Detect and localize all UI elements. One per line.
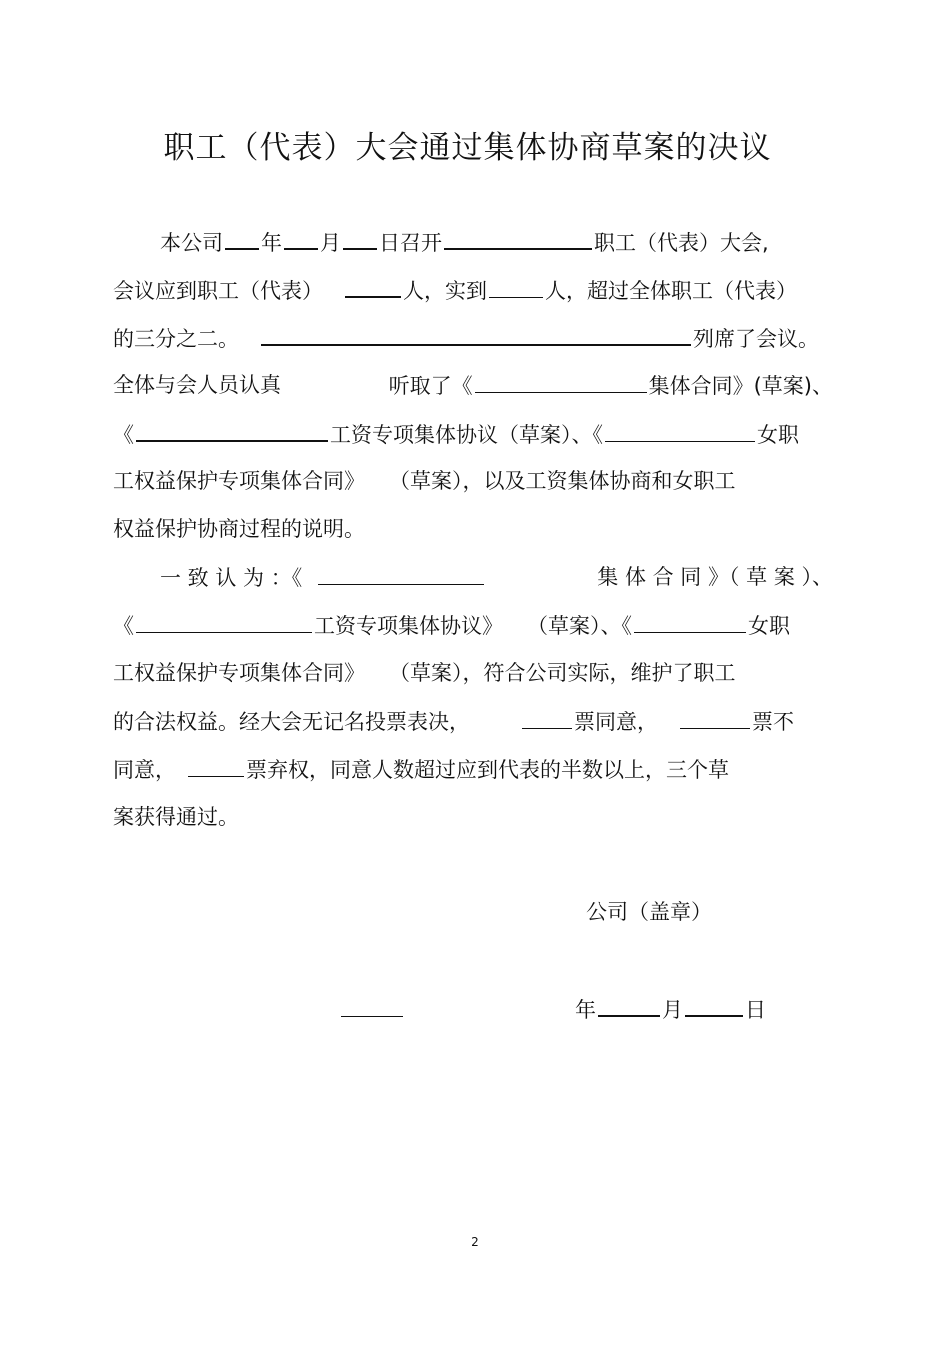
meeting-blank[interactable] <box>444 226 592 250</box>
text: 工资专项集体协议（草案）、《 <box>330 423 603 447</box>
document-title: 职工（代表）大会通过集体协商草案的决议 <box>163 130 772 166</box>
contract-name-blank-2[interactable] <box>318 562 484 585</box>
text: 人，超过全体职工（代表） <box>545 279 797 303</box>
female-contract-blank[interactable] <box>605 419 755 442</box>
text: 工权益保护专项集体合同》 <box>113 469 365 493</box>
attendees-blank[interactable] <box>261 322 691 346</box>
date-month-blank[interactable] <box>598 993 660 1017</box>
text: 本公司 <box>160 231 223 255</box>
text: 的合法权益。经大会无记名投票表决， <box>113 710 470 734</box>
text: 一 致 认 为 ：《 <box>160 566 303 590</box>
text: 《 <box>113 423 134 447</box>
p1-line-4 <box>113 370 833 400</box>
date-year-label: 年 <box>575 998 596 1022</box>
text: 票同意， <box>574 710 658 734</box>
actual-count-blank[interactable] <box>489 275 543 298</box>
text: 日召开 <box>379 231 442 255</box>
votes-disagree-blank[interactable] <box>680 706 750 729</box>
expected-count-blank[interactable] <box>345 274 401 298</box>
wage-agreement-blank[interactable] <box>136 418 328 442</box>
p1-line-7: 权益保护协商过程的说明。 <box>113 517 365 541</box>
month-blank[interactable] <box>284 226 318 250</box>
text: （草案）、《 <box>527 614 632 638</box>
text: 列席了会议。 <box>693 327 819 351</box>
p1-line-1 <box>160 226 769 256</box>
text: 工权益保护专项集体合同》 <box>113 661 365 685</box>
text: （草案），以及工资集体协商和女职工 <box>389 469 736 493</box>
p2-line-5 <box>113 754 729 784</box>
signature-date-line <box>339 993 766 1025</box>
text: 工资专项集体协议》 <box>314 614 503 638</box>
text: 女职 <box>748 614 790 638</box>
p1-line-6 <box>113 466 736 496</box>
text: 票弃权，同意人数超过应到代表的半数以上，三个草 <box>246 758 729 782</box>
text: （草案），符合公司实际，维护了职工 <box>389 661 736 685</box>
year-blank[interactable] <box>225 226 259 250</box>
text: 人，实到 <box>403 279 487 303</box>
p1-line-2 <box>113 274 797 304</box>
signature-blank[interactable] <box>341 994 403 1017</box>
text: 职工（代表）大会, <box>594 231 769 255</box>
p1-line-5 <box>113 418 799 448</box>
text: 听取了《 <box>388 374 473 398</box>
day-blank[interactable] <box>343 226 377 250</box>
text: 年 <box>261 231 282 255</box>
text: 《 <box>113 614 134 638</box>
p2-line-1 <box>160 562 833 592</box>
company-seal-label: 公司（盖章） <box>586 900 712 924</box>
p2-line-3 <box>113 658 736 688</box>
p1-line-3 <box>113 322 819 352</box>
contract-name-blank[interactable] <box>475 370 647 393</box>
text: 全体与会人员认真 <box>113 373 281 397</box>
p2-line-6: 案获得通过。 <box>113 805 239 829</box>
text: 会议应到职工（代表） <box>113 279 323 303</box>
date-day-blank[interactable] <box>685 993 743 1017</box>
votes-agree-blank[interactable] <box>522 706 572 729</box>
page-number: 2 <box>471 1235 479 1249</box>
date-month-label: 月 <box>662 998 683 1022</box>
votes-abstain-blank[interactable] <box>188 754 244 777</box>
text: 集 体 合 同 》（ 草 案 ）、 <box>597 565 833 589</box>
wage-agreement-blank-2[interactable] <box>136 610 312 633</box>
date-day-label: 日 <box>745 998 766 1022</box>
text: 集体合同》(草案)、 <box>648 374 833 398</box>
text: 同意， <box>113 758 176 782</box>
text: 女职 <box>757 423 799 447</box>
p2-line-4 <box>113 706 794 736</box>
text: 的三分之二。 <box>113 327 239 351</box>
text: 月 <box>320 231 341 255</box>
p2-line-2 <box>113 610 790 640</box>
female-contract-blank-2[interactable] <box>634 610 746 633</box>
text: 票不 <box>752 710 794 734</box>
